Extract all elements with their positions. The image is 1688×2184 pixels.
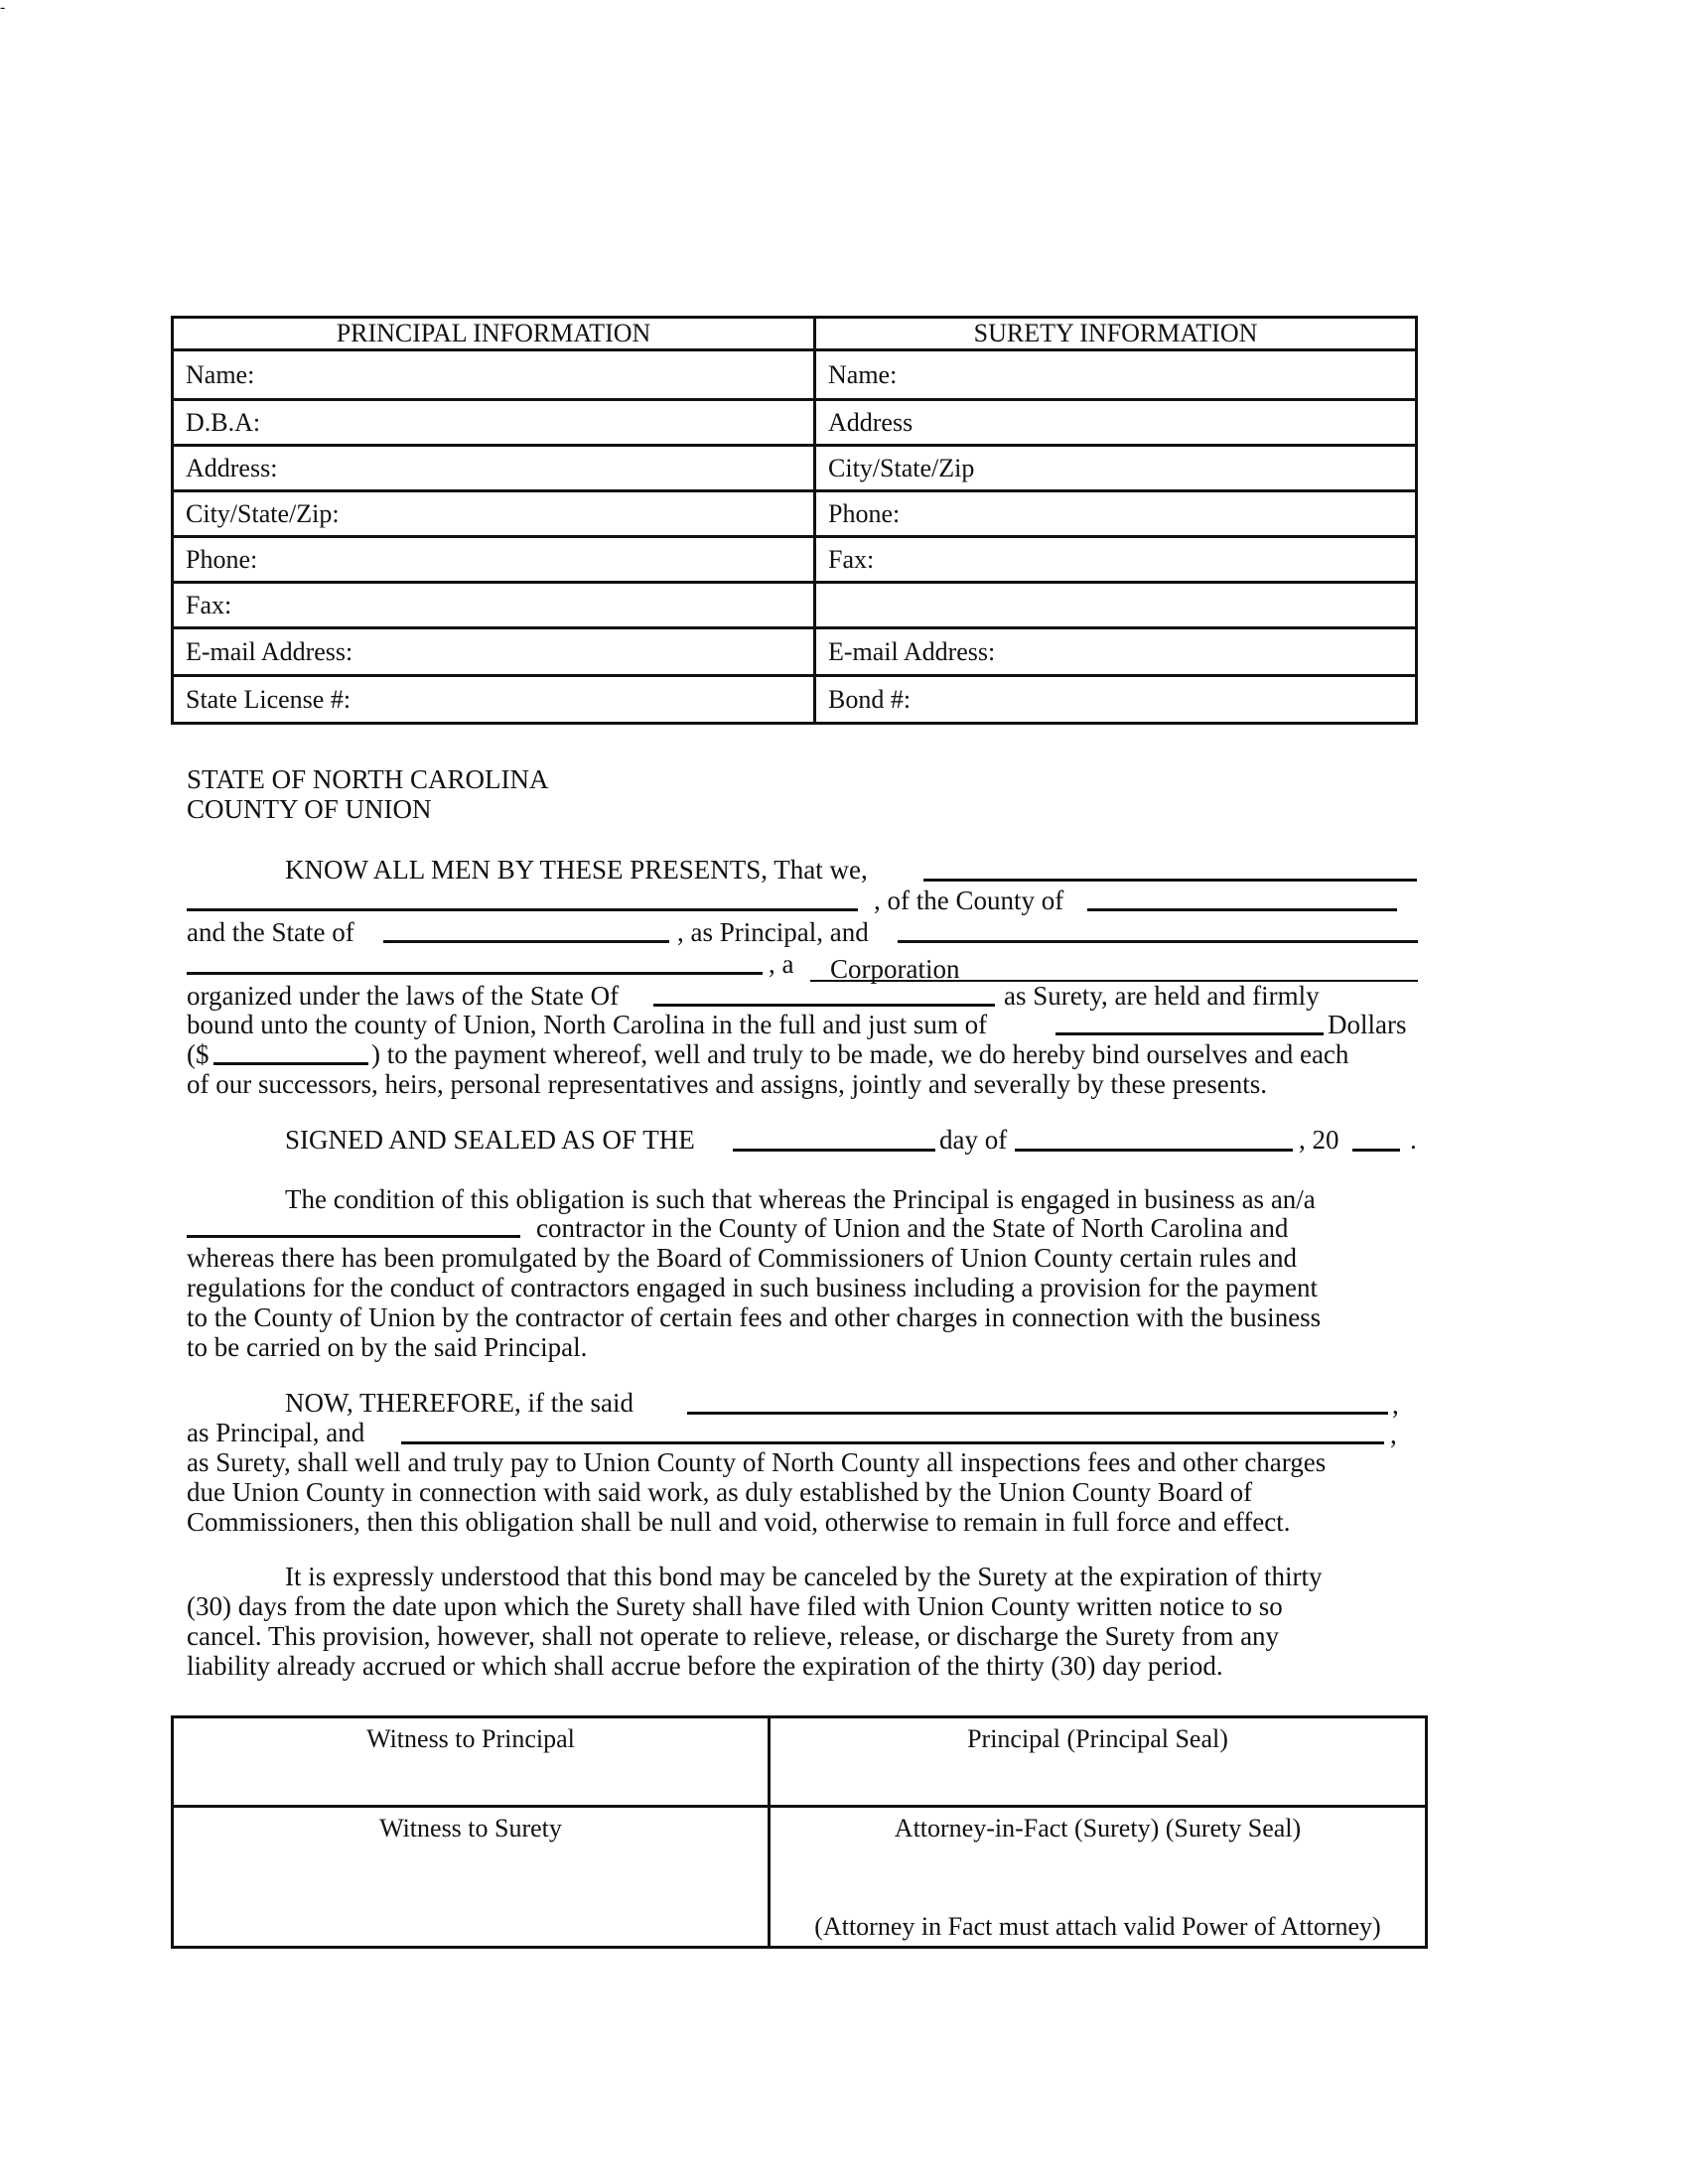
principal-seal-cell[interactable] (770, 1717, 1427, 1807)
principal-email-field[interactable]: E-mail Address: (173, 628, 815, 676)
now-therefore-text: NOW, THEREFORE, if the said (285, 1388, 633, 1418)
surety-city-state-zip-field[interactable]: City/State/Zip (815, 446, 1417, 491)
cancel-line-3: cancel. This provision, however, shall not operate to relieve, release, or discharge the Surety from any (187, 1621, 1280, 1651)
surety-name-blank[interactable] (898, 940, 1418, 943)
sum-words-blank[interactable] (1055, 1032, 1324, 1035)
sum-amount-blank[interactable] (213, 1062, 368, 1065)
organized-text: organized under the laws of the State Of (187, 981, 620, 1011)
surety-empty-field[interactable] (815, 583, 1417, 628)
witness-to-surety-label: Witness to Surety (379, 1814, 562, 1843)
principal-information-heading: PRINCIPAL INFORMATION (173, 318, 815, 350)
witness-to-principal-cell[interactable] (173, 1717, 770, 1807)
principal-name-blank-cont[interactable] (187, 908, 858, 911)
said-principal-blank[interactable] (687, 1412, 1388, 1415)
cancel-line-4: liability already accrued or which shall accrue before the expiration of the thirty (30) day period. (187, 1651, 1223, 1681)
state-of-text: and the State of (187, 917, 354, 947)
principal-state-license-field[interactable]: State License #: (173, 676, 815, 724)
signed-sealed-text: SIGNED AND SEALED AS OF THE (285, 1125, 695, 1155)
dollar-sign-text: ($ (187, 1039, 210, 1069)
now-line-5: Commissioners, then this obligation shall be null and void, otherwise to remain in full force and effect. (187, 1507, 1291, 1537)
corner-mark: - (0, 0, 6, 16)
power-of-attorney-note: (Attorney in Fact must attach valid Power of Attorney) (814, 1912, 1381, 1941)
surety-fax-field[interactable]: Fax: (815, 537, 1417, 583)
principal-city-state-zip-field[interactable]: City/State/Zip: (173, 491, 815, 537)
surety-phone-field[interactable]: Phone: (815, 491, 1417, 537)
as-principal-and-text: as Principal, and (187, 1418, 365, 1447)
year-blank[interactable] (1352, 1149, 1400, 1152)
condition-line-6: to be carried on by the said Principal. (187, 1332, 588, 1362)
surety-address-field[interactable]: Address (815, 400, 1417, 446)
organized-state-blank[interactable] (653, 1004, 995, 1007)
successors-text: of our successors, heirs, personal representatives and assigns, jointly and severally by these presents. (187, 1069, 1267, 1099)
attorney-in-fact-label: Attorney-in-Fact (Surety) (Surety Seal) (894, 1814, 1302, 1843)
period-text: . (1410, 1125, 1417, 1155)
county-of-text: , of the County of (874, 886, 1064, 915)
surety-name-field[interactable]: Name: (815, 350, 1417, 400)
attorney-in-fact-cell[interactable] (770, 1807, 1427, 1948)
comma-2: , (1390, 1420, 1397, 1449)
county-blank[interactable] (1087, 908, 1397, 911)
bound-text: bound unto the county of Union, North Carolina in the full and just sum of (187, 1010, 988, 1039)
surety-bond-number-field[interactable]: Bond #: (815, 676, 1417, 724)
principal-address-field[interactable]: Address: (173, 446, 815, 491)
principal-dba-field[interactable]: D.B.A: (173, 400, 815, 446)
payment-text: ) to the payment whereof, well and truly to be made, we do hereby bind ourselves and each (371, 1039, 1349, 1069)
cancel-line-1: It is expressly understood that this bond may be canceled by the Surety at the expiration of thirty (285, 1562, 1323, 1591)
witness-to-principal-label: Witness to Principal (366, 1724, 575, 1753)
surety-information-heading: SURETY INFORMATION (815, 318, 1417, 350)
surety-email-field[interactable]: E-mail Address: (815, 628, 1417, 676)
signature-table (171, 1715, 1428, 1949)
cancel-line-2: (30) days from the date upon which the Surety shall have filed with Union County written notice to so (187, 1591, 1283, 1621)
day-blank[interactable] (733, 1149, 935, 1152)
principal-fax-field[interactable]: Fax: (173, 583, 815, 628)
said-surety-blank[interactable] (401, 1441, 1384, 1444)
now-line-3: as Surety, shall well and truly pay to Union County of North County all inspections fees and other charges (187, 1447, 1327, 1477)
venue-state: STATE OF NORTH CAROLINA (187, 764, 549, 794)
now-line-4: due Union County in connection with said work, as duly established by the Union County Board of (187, 1477, 1253, 1507)
condition-line-4: regulations for the conduct of contractors engaged in such business including a provision for the payment (187, 1273, 1318, 1302)
as-principal-text: , as Principal, and (677, 917, 869, 947)
month-blank[interactable] (1015, 1149, 1293, 1152)
surety-name-blank-cont[interactable] (187, 972, 763, 975)
contractor-type-blank[interactable] (187, 1235, 520, 1238)
condition-line-5: to the County of Union by the contractor of certain fees and other charges in connection with the business (187, 1302, 1322, 1332)
venue-county: COUNTY OF UNION (187, 794, 432, 824)
witness-to-surety-cell[interactable] (173, 1807, 770, 1948)
comma-1: , (1392, 1390, 1399, 1420)
principal-phone-field[interactable]: Phone: (173, 537, 815, 583)
principal-name-field[interactable]: Name: (173, 350, 815, 400)
condition-line-2: contractor in the County of Union and the State of North Carolina and (536, 1213, 1289, 1243)
condition-line-3: whereas there has been promulgated by the Board of Commissioners of Union County certain rules and (187, 1243, 1297, 1273)
day-of-text: day of (939, 1125, 1008, 1155)
state-blank[interactable] (383, 940, 669, 943)
principal-seal-label: Principal (Principal Seal) (967, 1724, 1228, 1753)
condition-line-1: The condition of this obligation is such that whereas the Principal is engaged in business as an/a (285, 1184, 1316, 1214)
a-text: , a (769, 949, 794, 979)
dollars-text: Dollars (1328, 1010, 1407, 1039)
corporation-value[interactable]: Corporation (830, 954, 960, 984)
principal-name-blank[interactable] (923, 879, 1417, 882)
year-prefix-text: , 20 (1299, 1125, 1339, 1155)
know-all-men-text: KNOW ALL MEN BY THESE PRESENTS, That we, (285, 855, 868, 885)
as-surety-text: as Surety, are held and firmly (1004, 981, 1320, 1011)
information-table (171, 316, 1418, 725)
